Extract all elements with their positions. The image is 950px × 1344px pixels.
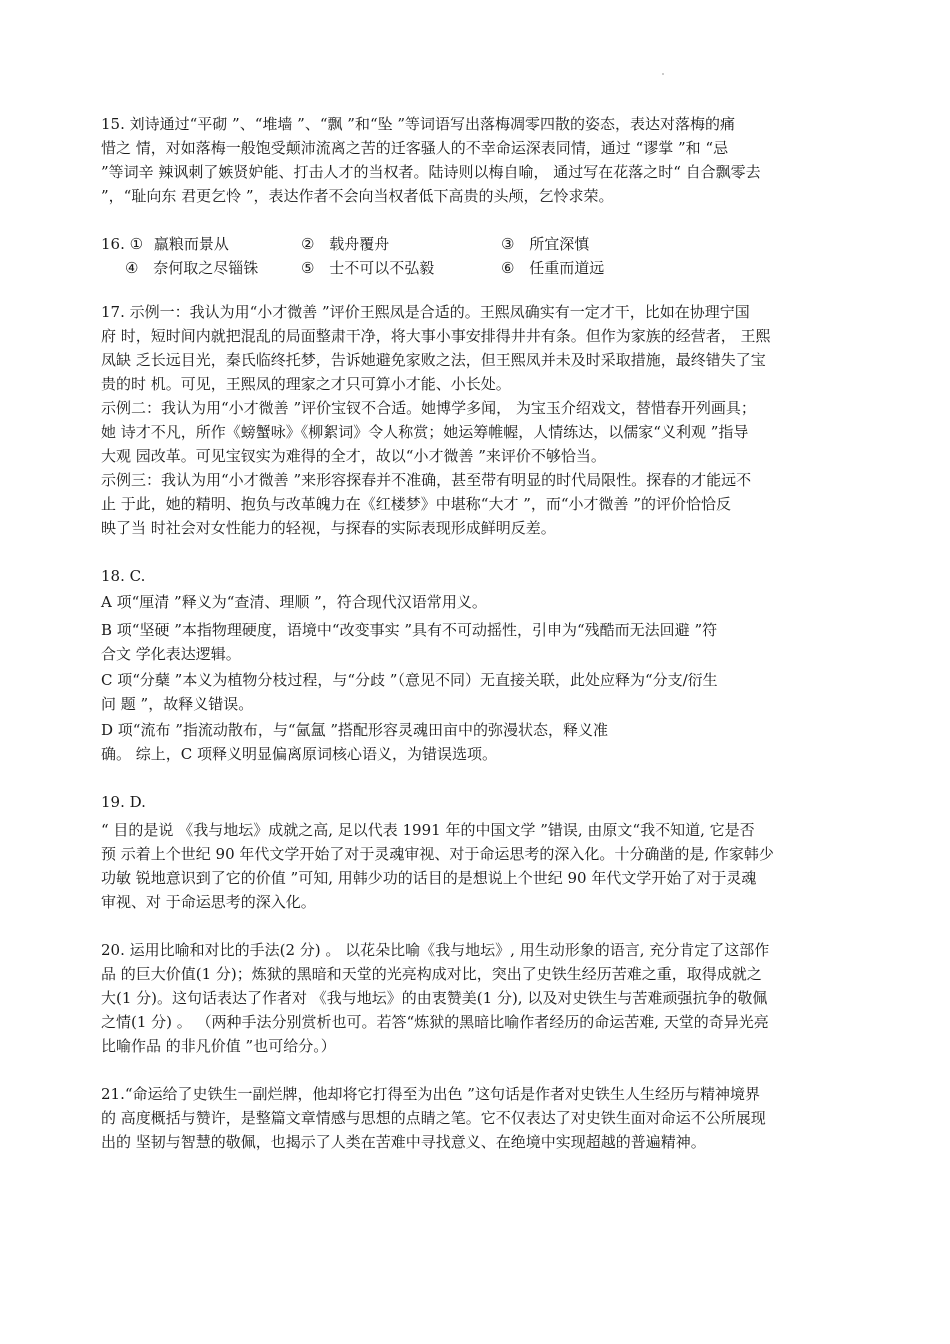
answer-16-text: 士不可以不弘毅: [329, 259, 435, 277]
answer-16-number: 16.: [101, 235, 125, 253]
answer-18-head: 18. C.: [101, 567, 146, 585]
answer-16-item: [101, 232, 301, 256]
answer-20-line: 20. 运用比喻和对比的手法(2 分) 。 以花朵比喻《我与地坛》, 用生动形象的语言, 充分肯定了这部作: [101, 941, 770, 959]
answer-17-line: 止 于此，她的精明、抱负与改革魄力在《红楼梦》中堪称“大才 ”，而“小才微善 ”的评价恰恰反: [101, 495, 731, 513]
answer-19-line: 审视、对 于命运思考的深入化。: [101, 893, 316, 911]
answer-17-line: 大观 园改革。可见宝钗实为难得的全才，故以“小才微善 ”来评价不够恰当。: [101, 447, 606, 465]
answer-19: [101, 790, 853, 914]
answer-17-line: 17. 示例一：我认为用“小才微善 ”评价王熙凤是合适的。王熙凤确实有一定才干，比如在协理宁国: [101, 303, 750, 321]
answer-18-option-b: B 项“坚硬 ”本指物理硬度，语境中“改变事实 ”具有不可动摇性，引申为“残酷而无法回避 ”符: [101, 621, 718, 639]
answer-17-line: 示例三：我认为用“小才微善 ”来形容探春并不准确，甚至带有明显的时代局限性。探春的才能远不: [101, 471, 752, 489]
answer-19-head: 19. D.: [101, 793, 146, 811]
answer-17-line: 示例二：我认为用“小才微善 ”评价宝钗不合适。她博学多闻， 为宝玉介绍戏文，替惜春开列画具；: [101, 399, 756, 417]
answer-16-mark: ⑥: [501, 259, 515, 277]
answer-17: [101, 300, 853, 540]
answer-19-line: 预 示着上个世纪 90 年代文学开始了对于灵魂审视、对于命运思考的深入化。十分确凿的是, 作家韩少: [101, 845, 774, 863]
answer-20: [101, 938, 853, 1058]
answer-16-item: [301, 256, 501, 280]
answer-20-line: 大(1 分)。这句话表达了作者对 《我与地坛》的由衷赞美(1 分), 以及对史铁生与苦难顽强抗争的敬佩: [101, 989, 768, 1007]
answer-20-line: 品 的巨大价值(1 分)；炼狱的黑暗和天堂的光亮构成对比，突出了史铁生经历苦难之重，取得成就之: [101, 965, 762, 983]
scan-speck: [662, 73, 664, 75]
answer-18-option-d: D 项“流布 ”指流动散布，与“氤氲 ”搭配形容灵魂田亩中的弥漫状态，释义准: [101, 721, 609, 739]
answer-16-mark: ②: [301, 235, 315, 253]
answer-16-text: 任重而道远: [529, 259, 605, 277]
answer-16-text: 奈何取之尽锱铢: [153, 259, 259, 277]
answer-15-line: ”等词辛 辣讽刺了嫉贤妒能、打击人才的当权者。陆诗则以梅自喻， 通过写在花落之时“ 自合飘零去: [101, 163, 761, 181]
answer-15-line: ”，“耻向东 君更乞怜 ”，表达作者不会向当权者低下高贵的头颅，乞怜求荣。: [101, 187, 614, 205]
answer-18-option-a: A 项“厘清 ”释义为“查清、理顺 ”，符合现代汉语常用义。: [101, 593, 487, 611]
answer-21-line: 出的 坚韧与智慧的敬佩，也揭示了人类在苦难中寻找意义、在绝境中实现超越的普遍精神。: [101, 1133, 706, 1151]
answer-16-item: [501, 232, 701, 256]
answer-21: [101, 1082, 853, 1154]
answer-19-line: “ 目的是说 《我与地坛》成就之高, 足以代表 1991 年的中国文学 ”错误, 由原文“我不知道, 它是否: [101, 821, 755, 839]
answer-16-mark: ①: [129, 235, 144, 253]
answer-17-line: 她 诗才不凡，所作《螃蟹咏》《柳絮词》令人称赏；她运筹帷幄，人情练达，以儒家“义利观 ”指导: [101, 423, 749, 441]
answer-18-option-c: 问 题 ”，故释义错误。: [101, 695, 254, 713]
answer-16-text: 所宜深慎: [529, 235, 590, 253]
answer-17-line: 府 时，短时间内就把混乱的局面整肃干净，将大事小事安排得井井有条。但作为家族的经营者， 王熙: [101, 327, 771, 345]
answer-16-text: 羸粮而景从: [153, 235, 229, 253]
answer-16-item: [301, 232, 501, 256]
answer-18-option-c: C 项“分蘖 ”本义为植物分枝过程，与“分歧 ”（意见不同）无直接关联，此处应释为“分支/衍生: [101, 671, 718, 689]
answer-content: [101, 112, 853, 1154]
answer-16-mark: ⑤: [301, 259, 315, 277]
answer-21-line: 的 高度概括与赞许，是整篇文章情感与思想的点睛之笔。它不仅表达了对史铁生面对命运不公所展现: [101, 1109, 766, 1127]
answer-15-line: 惜之 情，对如落梅一般饱受颠沛流离之苦的迁客骚人的不幸命运深表同情，通过 “谬掌 ”和 “忌: [101, 139, 729, 157]
answer-16-mark: ④: [125, 259, 139, 277]
answer-17-line: 映了当 时社会对女性能力的轻视，与探春的实际表现形成鲜明反差。: [101, 519, 556, 537]
answer-20-line: 比喻作品 的非凡价值 ”也可给分。）: [101, 1037, 336, 1055]
answer-21-line: 21.“命运给了史铁生一副烂牌，他却将它打得至为出色 ”这句话是作者对史铁生人生经历与精神境界: [101, 1085, 760, 1103]
answer-17-line: 贵的时 机。可见，王熙凤的理家之才只可算小才能、小长处。: [101, 375, 511, 393]
answer-17-line: 凤缺 乏长远目光，秦氏临终托梦，告诉她避免家败之法，但王熙凤并未及时采取措施，最终错失了宝: [101, 351, 766, 369]
answer-16-text: 载舟覆舟: [329, 235, 390, 253]
answer-16-item: [101, 256, 301, 280]
answer-20-line: 之情(1 分) 。 （两种手法分别赏析也可。若答“炼狱的黑暗比喻作者经历的命运苦难, 天堂的奇异光亮: [101, 1013, 769, 1031]
answer-16: [101, 232, 853, 280]
answer-19-line: 功敏 锐地意识到了它的价值 ”可知, 用韩少功的话目的是想说上个世纪 90 年代文学开始了对于灵魂: [101, 869, 757, 887]
answer-18-option-b: 合文 学化表达逻辑。: [101, 645, 241, 663]
answer-16-mark: ③: [501, 235, 515, 253]
answer-16-item: [501, 256, 701, 280]
answer-15-line: 15. 刘诗通过“平砌 ”、“堆墙 ”、“飘 ”和“坠 ”等词语写出落梅凋零四散的姿态，表达对落梅的痛: [101, 115, 736, 133]
answer-18: [101, 564, 853, 766]
answer-18-option-d: 确。 综上，C 项释义明显偏离原词核心语义，为错误选项。: [101, 745, 498, 763]
answer-15: [101, 112, 853, 208]
